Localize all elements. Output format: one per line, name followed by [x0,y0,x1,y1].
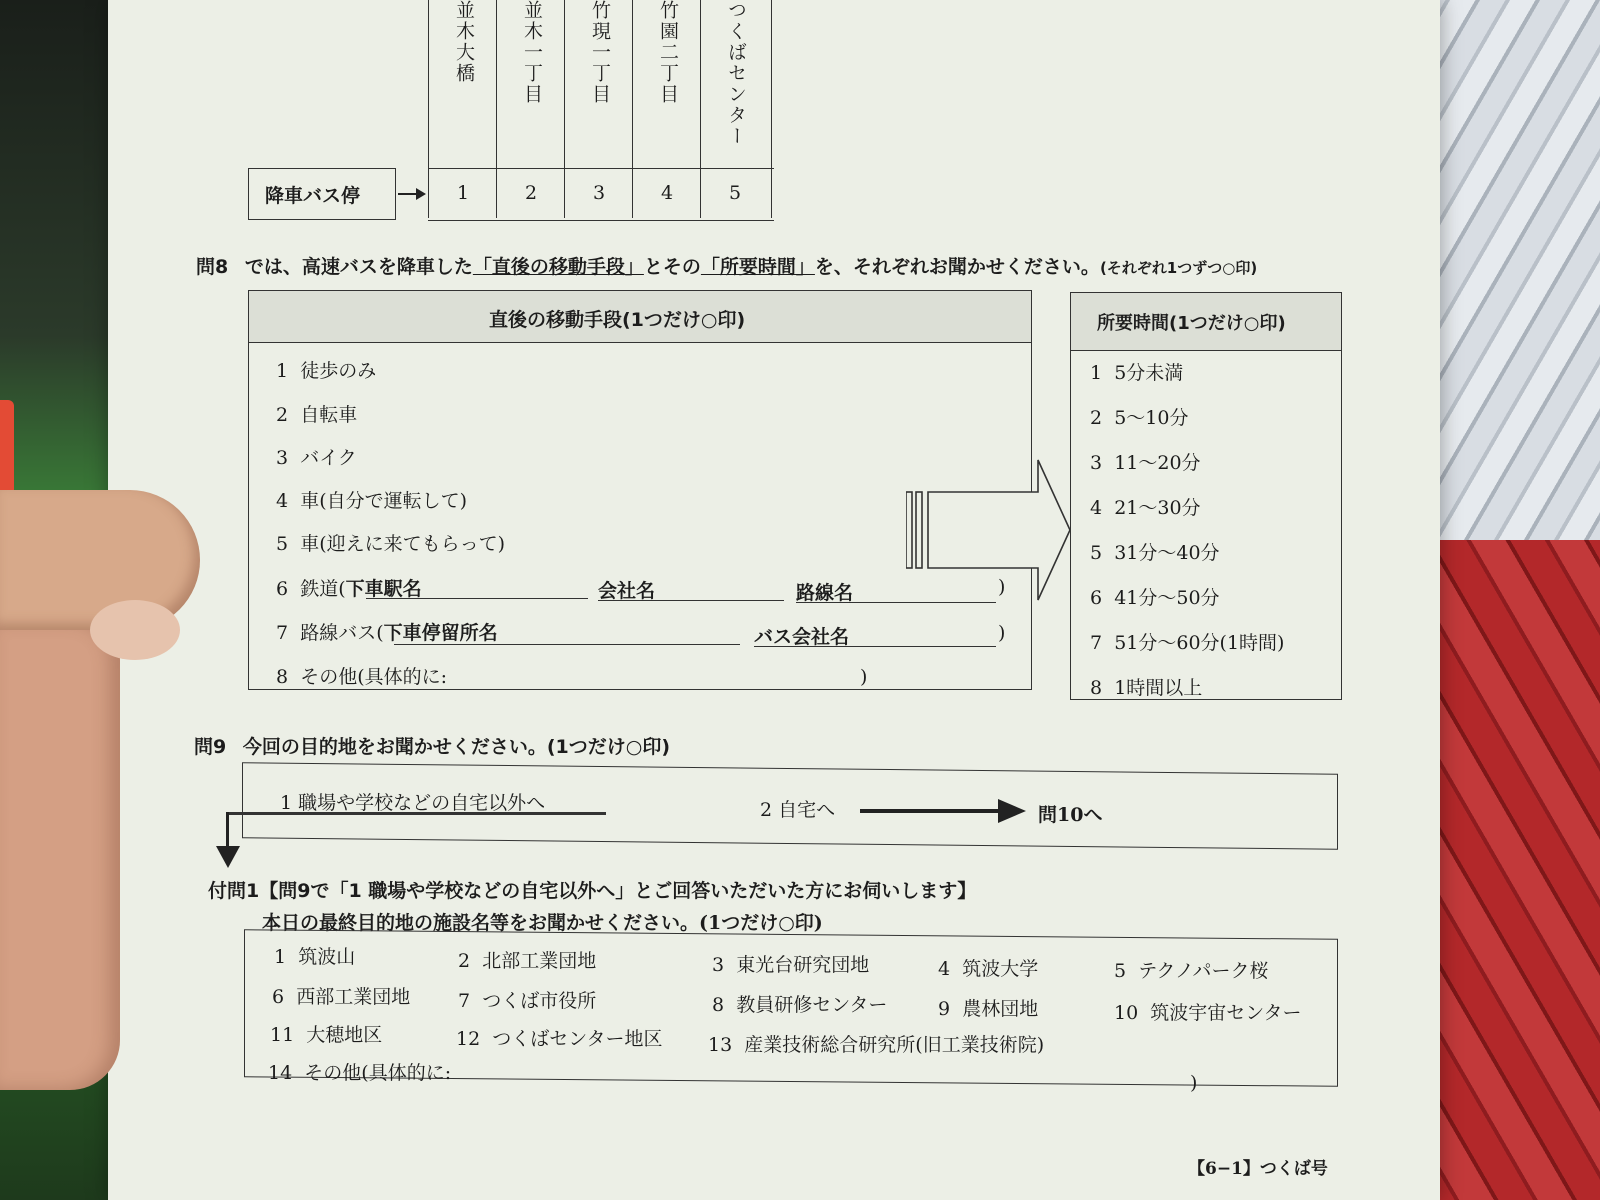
facility-option[interactable]: 4 筑波大学 [938,958,1039,980]
stop-name: 並木大橋 [453,0,475,84]
question-number: 問9 [194,736,227,758]
facility-option[interactable]: 8 教員研修センター [712,994,888,1016]
stop-number: 2 [524,182,538,204]
destination-option-home[interactable]: 2 自宅へ [760,799,836,821]
alighting-stop-label: 降車バス停 [265,185,361,207]
question-text: を、それぞれお聞かせください。 [814,256,1100,278]
stop-number: 3 [592,182,606,204]
field-label: バス会社名 [754,626,850,648]
fill-line[interactable] [796,602,996,603]
background-red-tiles [1420,540,1600,1200]
means-option[interactable]: 4 車(自分で運転して) [276,490,468,512]
facility-option[interactable]: 10 筑波宇宙センター [1114,1002,1302,1024]
sub-question-number: 付問1 [208,880,260,902]
facility-option[interactable]: 12 つくばセンター地区 [456,1028,663,1050]
facility-option[interactable]: 14 その他(具体的に: [268,1062,452,1084]
field-close: ) [998,622,1006,644]
means-header: 直後の移動手段(1つだけ○印) [489,309,746,331]
time-option[interactable]: 1 5分未満 [1090,362,1184,384]
facility-option[interactable]: 7 つくば市役所 [458,990,597,1012]
facility-option[interactable]: 5 テクノパーク桜 [1114,960,1269,982]
means-option[interactable]: 7 路線バス(下車停留所名 [276,622,498,644]
arrow-down-icon [214,846,242,870]
question-text: とその [643,256,701,278]
stop-name: 並木一丁目 [521,0,543,105]
sub-question-text: 本日の最終目的地の施設名等をお聞かせください。(1つだけ○印) [262,912,823,934]
stop-name: 竹園二丁目 [657,0,679,105]
time-option[interactable]: 6 41分〜50分 [1090,587,1220,609]
time-header: 所要時間(1つだけ○印) [1097,313,1286,334]
question-text: では、高速バスを降車した [244,256,473,278]
means-option[interactable]: 3 バイク [276,447,357,469]
arrow-right-icon [398,186,428,202]
fill-line[interactable] [754,646,996,647]
bus-stop-table [428,0,776,222]
question-text: 今回の目的地をお聞かせください。(1つだけ○印) [242,736,671,758]
time-option[interactable]: 7 51分〜60分(1時間) [1090,632,1285,654]
question-9 [194,732,670,759]
stop-number: 4 [660,182,674,204]
field-label: 会社名 [598,580,656,602]
question-note: (それぞれ1つずつ○印) [1099,259,1258,277]
thumb [0,490,200,630]
fill-line[interactable] [366,598,588,599]
stop-number: 5 [728,182,742,204]
means-option[interactable]: 8 その他(具体的に: [276,666,448,688]
field-close: ) [998,576,1006,598]
facility-option[interactable]: 9 農林団地 [938,998,1039,1020]
time-option[interactable]: 5 31分〜40分 [1090,542,1220,564]
fill-line[interactable] [598,600,784,601]
means-option[interactable]: 5 車(迎えに来てもらって) [276,533,506,555]
goto-q10: 問10へ [1038,804,1103,826]
facility-option[interactable]: 11 大穂地区 [270,1024,383,1046]
sub-question-condition: 【問9で「1 職場や学校などの自宅以外へ」とご回答いただいた方にお伺いします】 [259,880,977,902]
background-wall [1420,0,1600,560]
facility-option[interactable]: 13 産業技術総合研究所(旧工業技術院) [708,1034,1045,1056]
fill-line[interactable] [394,644,740,645]
facility-option[interactable]: 3 東光台研究団地 [712,954,870,976]
big-arrow-icon [906,458,1076,602]
field-close: ) [860,666,868,688]
field-label: 路線名 [796,582,854,604]
stop-name: 竹現一丁目 [589,0,611,105]
sub-question-1 [208,876,976,903]
means-option[interactable]: 2 自転車 [276,404,358,426]
facility-option[interactable]: 2 北部工業団地 [458,950,597,972]
time-option[interactable]: 4 21〜30分 [1090,497,1201,519]
question-number: 問8 [196,256,229,278]
field-close: ) [1190,1072,1198,1094]
means-option[interactable]: 1 徒歩のみ [276,360,377,382]
hand [0,620,120,1090]
facility-option[interactable]: 1 筑波山 [274,946,356,968]
time-option[interactable]: 8 1時間以上 [1090,677,1203,699]
destination-option-away[interactable]: 1 職場や学校などの自宅以外へ [280,792,546,814]
question-keyword: 「直後の移動手段」 [472,256,644,278]
survey-sheet [108,0,1440,1200]
arrow-right-icon [860,797,1030,825]
question-8 [196,252,1257,279]
time-option[interactable]: 2 5〜10分 [1090,407,1189,429]
means-option[interactable]: 6 鉄道(下車駅名 [276,578,422,600]
time-option[interactable]: 3 11〜20分 [1090,452,1201,474]
form-code: 【6−1】つくば号 [1188,1159,1328,1179]
question-keyword: 「所要時間」 [700,256,815,278]
thumbnail [90,600,180,660]
stop-number: 1 [456,182,470,204]
facility-option[interactable]: 6 西部工業団地 [272,986,411,1008]
stop-name: つくばセンター [725,0,747,147]
